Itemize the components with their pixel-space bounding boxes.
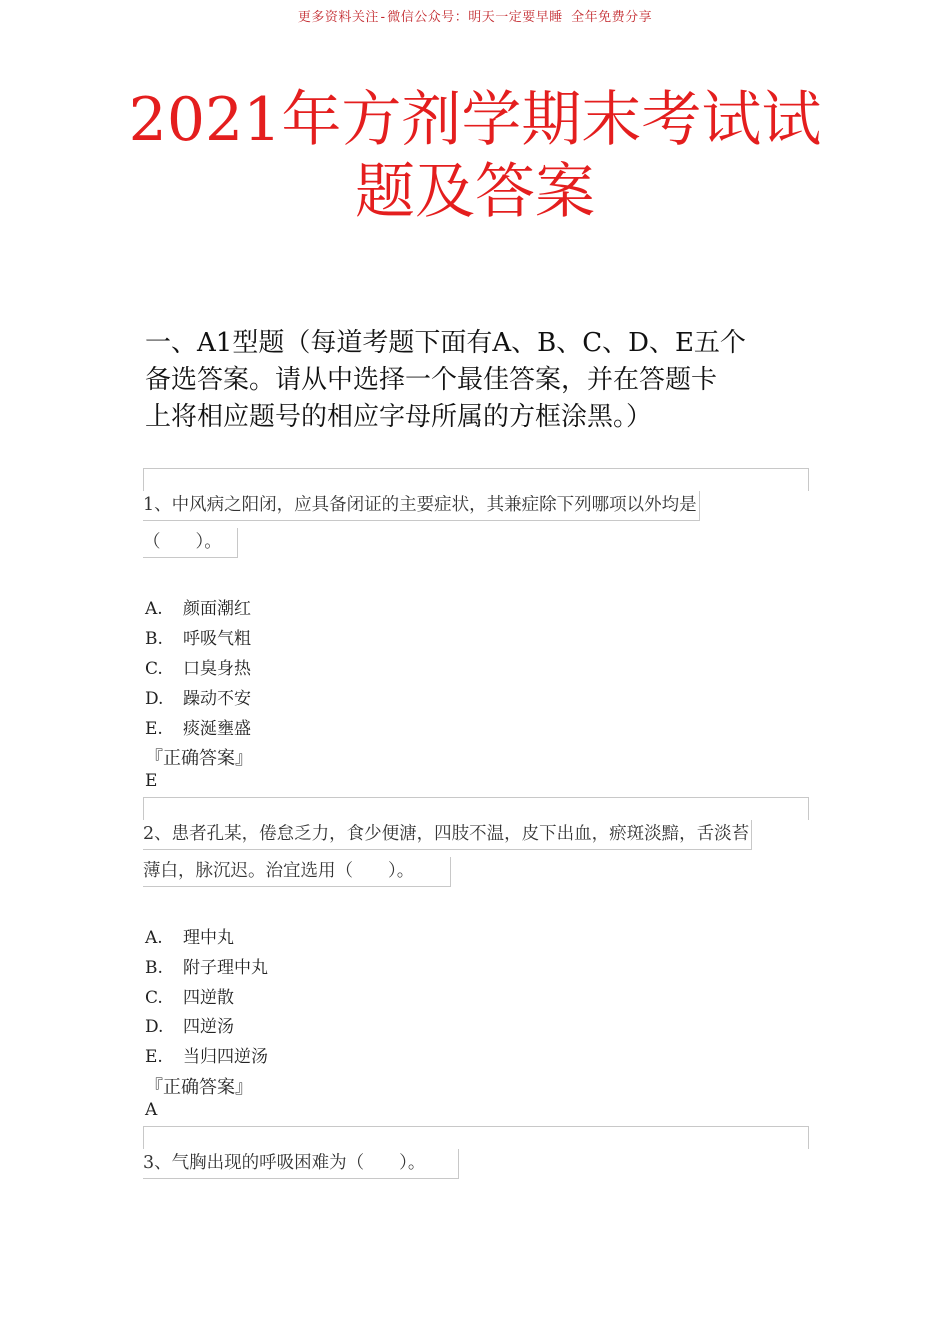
question-2-option-d[interactable]: D. 四逆汤 <box>145 1017 234 1037</box>
question-1-answer: E <box>145 771 158 791</box>
title-line-1: 2021年方剂学期末考试试 <box>128 85 822 155</box>
header-banner: 更多资料关注-微信公众号：明天一定要早睡 全年免费分享 <box>297 10 653 25</box>
document-title <box>0 84 950 228</box>
question-2-option-b[interactable]: B. 附子理中丸 <box>145 958 268 978</box>
question-2-option-e[interactable]: E. 当归四逆汤 <box>145 1047 268 1067</box>
question-1-stem-line-1: 1、中风病之阳闭，应具备闭证的主要症状，其兼症除下列哪项以外均是 <box>143 491 700 521</box>
question-1-option-b[interactable]: B. 呼吸气粗 <box>145 629 251 649</box>
section-line-3: 上将相应题号的相应字母所属的方框涂黑。） <box>145 402 653 432</box>
question-1-answer-label: 『正确答案』 <box>145 748 253 769</box>
question-2-answer-label: 『正确答案』 <box>145 1077 253 1098</box>
question-2-option-c[interactable]: C. 四逆散 <box>145 988 234 1008</box>
question-2-answer: A <box>145 1100 158 1120</box>
question-2-frame <box>143 797 809 820</box>
question-2-option-a[interactable]: A. 理中丸 <box>145 928 234 948</box>
question-1-option-a[interactable]: A. 颜面潮红 <box>145 599 251 619</box>
question-2-stem-line-1: 2、患者孔某，倦怠乏力，食少便溏，四肢不温，皮下出血，瘀斑淡黯，舌淡苔 <box>143 820 752 850</box>
section-line-2: 备选答案。请从中选择一个最佳答案，并在答题卡 <box>145 365 718 395</box>
question-1-option-e[interactable]: E. 痰涎壅盛 <box>145 719 251 739</box>
question-1-option-d[interactable]: D. 躁动不安 <box>145 689 251 709</box>
question-2-stem-line-2: 薄白，脉沉迟。治宜选用（ ）。 <box>143 857 451 887</box>
question-1-option-c[interactable]: C. 口臭身热 <box>145 659 251 679</box>
title-line-2: 题及答案 <box>355 157 595 227</box>
question-3-stem-line-1: 3、气胸出现的呼吸困难为（ ）。 <box>143 1149 459 1179</box>
question-1-stem-line-2: （ ）。 <box>143 528 238 558</box>
question-1-frame <box>143 468 809 491</box>
section-heading <box>145 325 805 436</box>
section-line-1: 一、A1型题（每道考题下面有A、B、C、D、E五个 <box>145 328 746 358</box>
question-3-frame <box>143 1126 809 1149</box>
